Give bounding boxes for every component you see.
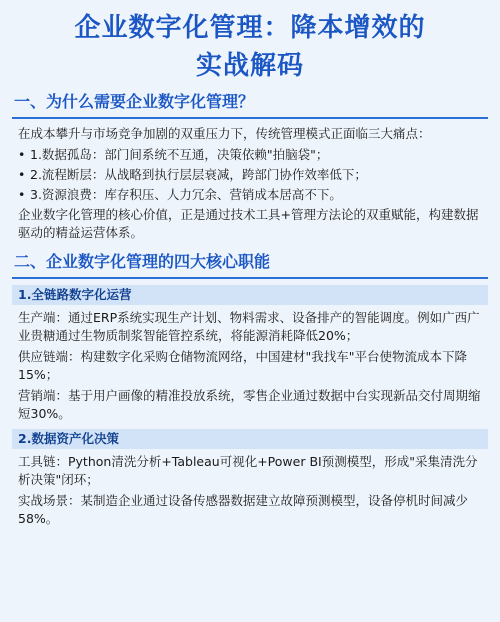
bullet-dot: • bbox=[18, 167, 26, 182]
body-paragraph: 工具链：Python清洗分析+Tableau可视化+Power BI预测模型，形成"采集清洗分析决策"闭环； bbox=[18, 454, 478, 487]
section-functions bbox=[12, 245, 488, 528]
section-heading: 一、为什么需要企业数字化管理？ bbox=[14, 92, 255, 111]
list-item-text: 3.资源浪费：库存积压、人力冗余、营销成本居高不下。 bbox=[30, 187, 342, 202]
page-title bbox=[12, 0, 488, 85]
summary-paragraph: 企业数字化管理的核心价值，正是通过技术工具+管理方法论的双重赋能，构建数据驱动的精益运营体系。 bbox=[18, 207, 479, 240]
body-paragraph: 供应链端：构建数字化采购仓储物流网络，中国建材"我找车"平台使物流成本下降15%； bbox=[18, 349, 468, 382]
subsection-title: 2.数据资产化决策 bbox=[12, 429, 488, 449]
section-heading: 二、企业数字化管理的四大核心职能 bbox=[14, 252, 271, 271]
list-item-text: 2.流程断层：从战略到执行层层衰减，跨部门协作效率低下； bbox=[30, 167, 367, 182]
section-divider bbox=[12, 117, 488, 119]
section-why bbox=[12, 85, 488, 242]
body-paragraph: 实战场景：某制造企业通过设备传感器数据建立故障预测模型，设备停机时间减少58%。 bbox=[18, 493, 469, 526]
list-item bbox=[18, 186, 488, 204]
list-item bbox=[18, 146, 488, 164]
page-title-line2: 实战解码 bbox=[195, 51, 304, 81]
list-item-text: 1.数据孤岛：部门间系统不互通，决策依赖"拍脑袋"； bbox=[30, 147, 329, 162]
subsection-title: 1.全链路数字化运营 bbox=[12, 285, 488, 305]
list-item bbox=[18, 166, 488, 184]
section-divider bbox=[12, 277, 488, 279]
bullet-dot: • bbox=[18, 187, 26, 202]
body-paragraph: 生产端：通过ERP系统实现生产计划、物料需求、设备排产的智能调度。例如广西广业贵糖通过生物质制浆智能管控系统，将能源消耗降低20%； bbox=[18, 310, 480, 343]
bullet-dot: • bbox=[18, 147, 26, 162]
body-paragraph: 营销端：基于用户画像的精准投放系统，零售企业通过数据中台实现新品交付周期缩短30%。 bbox=[18, 388, 481, 421]
intro-paragraph: 在成本攀升与市场竞争加剧的双重压力下，传统管理模式正面临三大痛点： bbox=[18, 126, 431, 141]
page-title-line1: 企业数字化管理：降本增效的 bbox=[74, 13, 426, 43]
